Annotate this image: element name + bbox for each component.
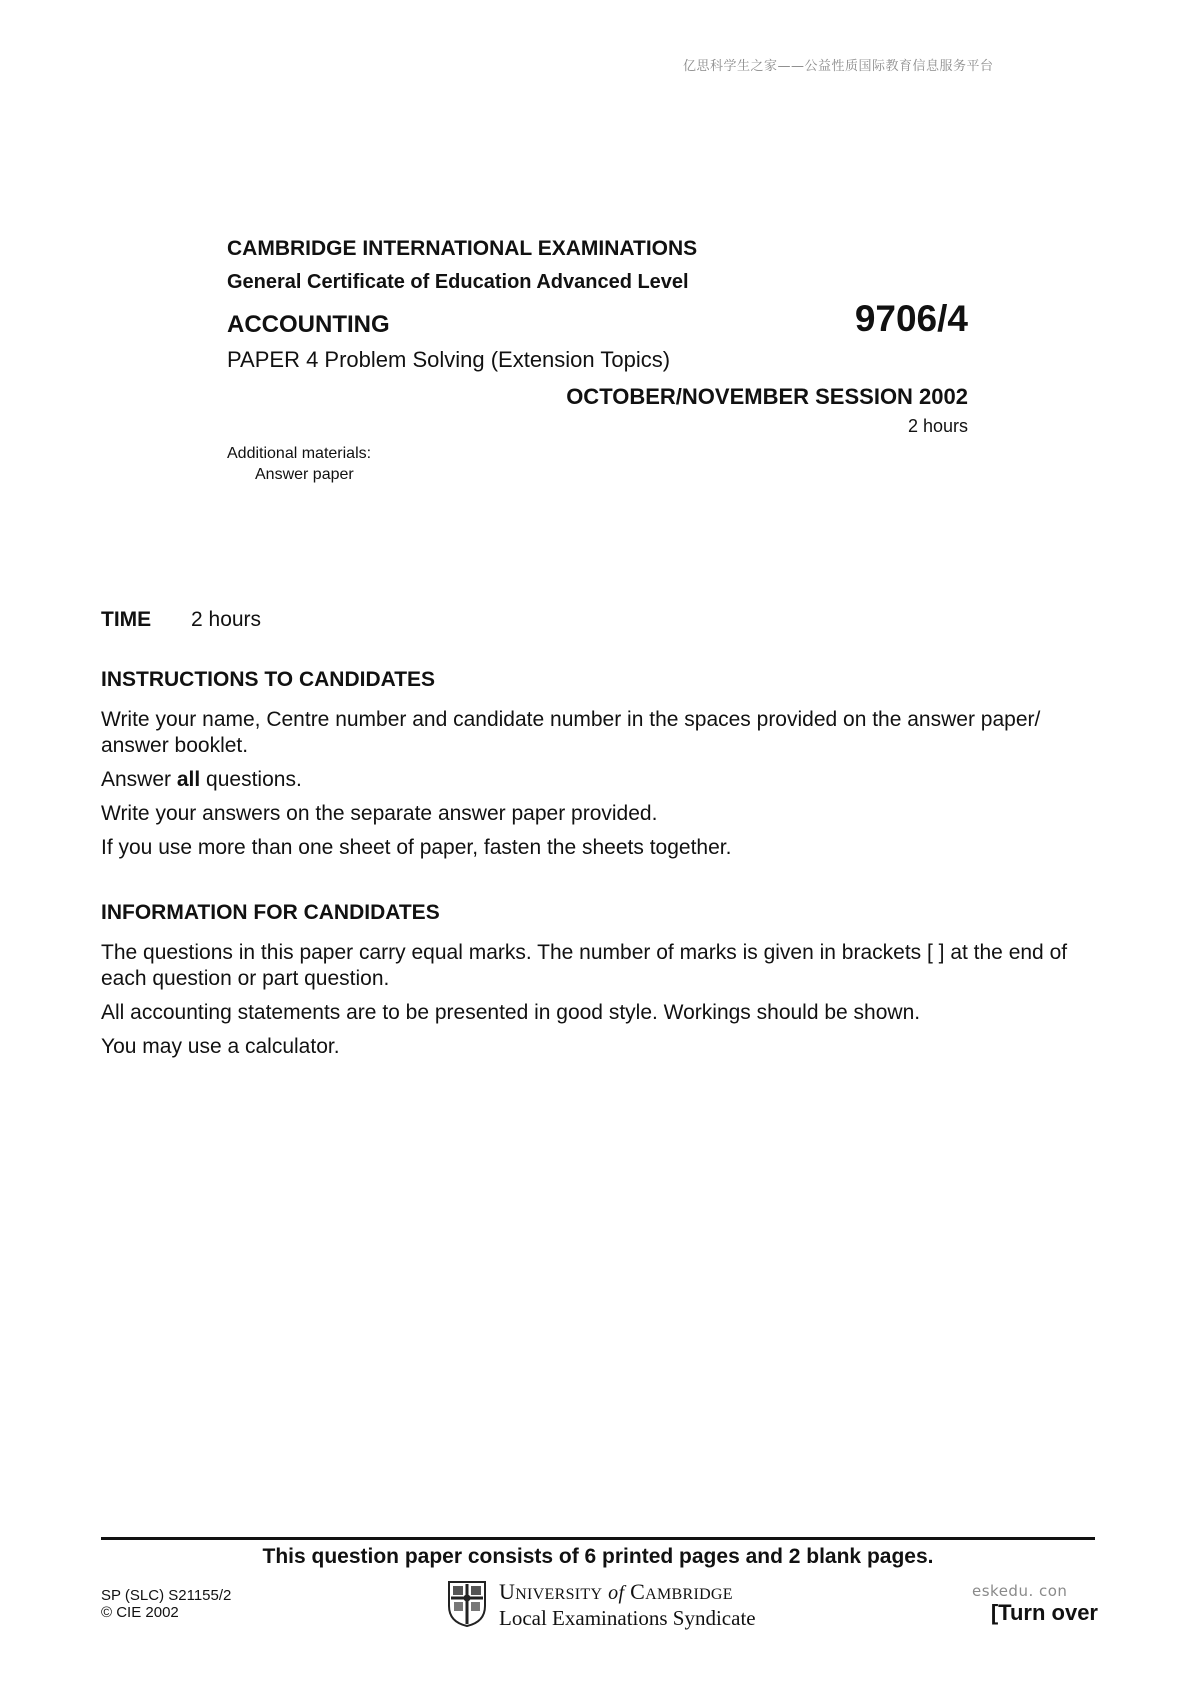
site-watermark: eskedu. con [972, 1582, 1068, 1600]
turn-over-label: [Turn over [990, 1600, 1098, 1625]
duration: 2 hours [907, 416, 968, 436]
univ-of: of [608, 1582, 625, 1604]
university-crest-icon [447, 1580, 487, 1628]
session: OCTOBER/NOVEMBER SESSION 2002 [566, 384, 968, 409]
instruction-line: If you use more than one sheet of paper, fasten the sheets together. [101, 836, 732, 859]
information-line: The questions in this paper carry equal marks. The number of marks is given in brackets [ ] at the end of each question or part question. [101, 941, 1068, 990]
syndicate-name: Local Examinations Syndicate [499, 1606, 756, 1630]
information-heading: INFORMATION FOR CANDIDATES [101, 901, 440, 924]
instruction-emphasis: all [176, 768, 201, 791]
information-line: All accounting statements are to be presented in good style. Workings should be shown. [101, 1001, 921, 1024]
instruction-text: Answer [101, 768, 177, 791]
univ-initial: C [630, 1579, 646, 1604]
instruction-line [101, 767, 1101, 793]
materials-item: Answer paper [255, 466, 354, 483]
materials-label: Additional materials: [227, 445, 372, 462]
exam-board: CAMBRIDGE INTERNATIONAL EXAMINATIONS [227, 237, 698, 260]
time-value: 2 hours [191, 608, 262, 631]
paper-title: PAPER 4 Problem Solving (Extension Topics) [227, 347, 671, 372]
copyright: © CIE 2002 [101, 1604, 179, 1621]
watermark-text: 亿思科学生之家——公益性质国际教育信息服务平台 [683, 59, 994, 74]
univ-word: NIVERSITY [515, 1586, 603, 1603]
paper-code: 9706/4 [854, 298, 968, 339]
footer-divider [101, 1537, 1095, 1540]
univ-initial: U [499, 1579, 516, 1604]
subject-title: ACCOUNTING [227, 311, 390, 338]
univ-word: AMBRIDGE [645, 1586, 733, 1603]
page-count-note: This question paper consists of 6 printed pages and 2 blank pages. [262, 1545, 934, 1568]
instruction-line: Write your name, Centre number and candidate number in the spaces provided on the answer paper/ answer booklet. [101, 708, 1041, 757]
instruction-text: questions. [200, 768, 302, 791]
qualification: General Certificate of Education Advanced Level [227, 271, 689, 293]
instruction-line: Write your answers on the separate answer paper provided. [101, 802, 658, 825]
university-name [499, 1579, 733, 1605]
information-line: You may use a calculator. [101, 1035, 340, 1058]
time-label: TIME [101, 608, 152, 631]
reference-code: SP (SLC) S21155/2 [101, 1587, 232, 1604]
paper-reference [101, 1587, 231, 1621]
instructions-heading: INSTRUCTIONS TO CANDIDATES [101, 668, 436, 691]
